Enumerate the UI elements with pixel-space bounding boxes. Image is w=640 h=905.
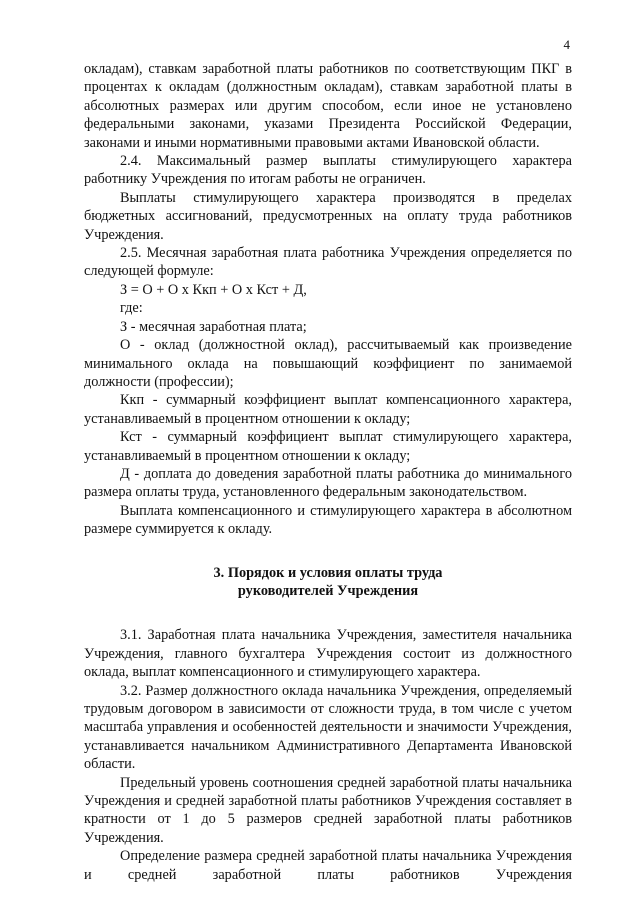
section-heading-line: 3. Порядок и условия оплаты труда (213, 564, 443, 581)
paragraph: Определение размера средней заработной платы начальника Учреждения и средней заработной платы работников Учреждения (84, 848, 572, 883)
paragraph-2-4: 2.4. Максимальный размер выплаты стимулирующего характера работнику Учреждения по итогам работы не ограничен. (84, 153, 572, 188)
salary-formula: З = О + О х Ккп + О х Кст + Д, (120, 281, 307, 298)
section-3-body (84, 626, 572, 884)
formula-term: Кст - суммарный коэффициент выплат стимулирующего характера, устанавливаемый в процентном отношении к окладу; (84, 429, 572, 464)
page-number: 4 (563, 37, 570, 52)
section-heading-line: руководителей Учреждения (237, 582, 419, 599)
paragraph: Выплаты стимулирующего характера производятся в пределах бюджетных ассигнований, предусмотренных на оплату труда работников Учреждения. (84, 189, 572, 243)
paragraph-2-5: 2.5. Месячная заработная плата работника Учреждения определяется по следующей формуле: (84, 245, 572, 280)
formula-where: где: (120, 300, 143, 317)
document-body (84, 60, 572, 884)
paragraph-3-1: 3.1. Заработная плата начальника Учреждения, заместителя начальника Учреждения, главного бухгалтера Учреждения состоит из должностного оклада, выплат компенсационного и стимулирующего характера. (84, 627, 572, 681)
section-2-continuation (84, 60, 572, 539)
paragraph: Предельный уровень соотношения средней заработной платы начальника Учреждения и средней заработной платы работников Учреждения составляет в кратности от 1 до 5 размеров средней заработной платы работников Учреждения. (84, 774, 572, 846)
formula-term: Д - доплата до доведения заработной платы работника до минимального размера оплаты труда, установленного федеральным законодательством. (84, 465, 572, 501)
paragraph: Выплата компенсационного и стимулирующего характера в абсолютном размере суммируется к окладу. (84, 502, 572, 538)
formula-term: Ккп - суммарный коэффициент выплат компенсационного характера, устанавливаемый в процентном отношении к окладу; (84, 392, 572, 427)
section-heading (84, 564, 572, 601)
formula-term: З - месячная заработная плата; (120, 318, 307, 335)
paragraph-3-2: 3.2. Размер должностного оклада начальника Учреждения, определяемый трудовым договором в зависимости от сложности труда, в том числе с учетом масштаба управления и особенностей деятельности и значимости Учреждения, устанавливается начальником Административного Департамента Ивановской области. (84, 682, 572, 773)
paragraph: окладам), ставкам заработной платы работников по соответствующим ПКГ в процентах к окладам (должностным окладам), ставкам заработной платы в абсолютных размерах или другим способом, если иное не установлено федеральными законами, указами Президента Российской Федерации, законами и иными нормативными правовыми актами Ивановской области. (84, 61, 572, 151)
formula-term: О - оклад (должностной оклад), рассчитываемый как произведение минимального оклада на повышающий коэффициент по занимаемой должности (профессии); (84, 337, 572, 390)
